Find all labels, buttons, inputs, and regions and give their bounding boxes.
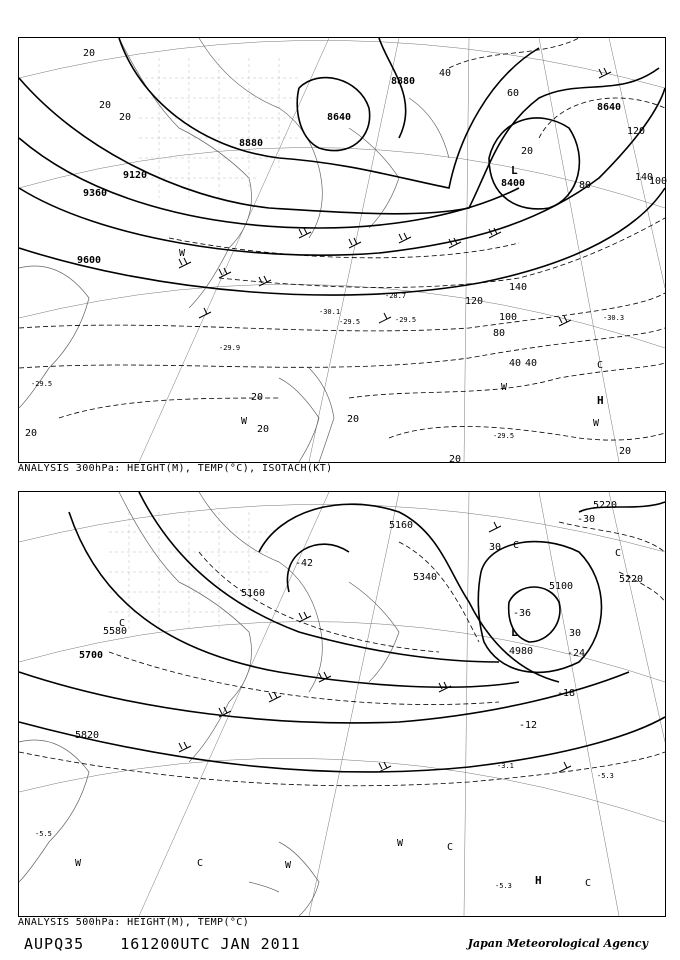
wind-markers (179, 248, 603, 429)
isotach-label: 40 (525, 358, 538, 369)
height-contours (19, 38, 668, 295)
temp-label: -5.3 (597, 772, 614, 780)
height-label: 9600 (77, 255, 102, 266)
analysis-500hpa-map (18, 491, 666, 917)
temp-small-labels (35, 762, 614, 890)
height-label: 5820 (75, 730, 100, 741)
isotach-label: 120 (465, 296, 484, 307)
height-label: 9120 (123, 170, 148, 181)
height-label: 8880 (391, 76, 416, 87)
isotach-label: 20 (521, 146, 534, 157)
isotach-label: 20 (619, 446, 632, 457)
temp-label: -29.5 (31, 380, 53, 388)
isotach-label: 20 (251, 392, 264, 403)
isotach-label: 120 (627, 126, 646, 137)
isotach-label: 100 (499, 312, 518, 323)
height-label: 8880 (239, 138, 264, 149)
map-300hpa-svg (19, 38, 668, 465)
height-label: 4980 (509, 646, 534, 657)
height-label: 5160 (241, 588, 266, 599)
height-label: 8640 (597, 102, 622, 113)
temp-label: -18 (557, 688, 576, 699)
wind-marker: W (593, 418, 600, 429)
low-center: L (511, 164, 518, 177)
height-label: 5340 (413, 572, 438, 583)
temp-label: 30 (569, 628, 582, 639)
wind-marker: W (501, 382, 508, 393)
wind-marker: C (447, 842, 454, 853)
temp-label: -29.5 (339, 318, 361, 326)
isotach-label: 20 (119, 112, 132, 123)
temp-label: -36 (513, 608, 532, 619)
height-label: 9360 (83, 188, 108, 199)
temp-label: -5.3 (495, 882, 512, 890)
isotach-label: 80 (579, 180, 592, 191)
temp-label: -29.5 (395, 316, 417, 324)
agency-credit: Japan Meteorological Agency (467, 937, 648, 950)
temp-label: -12 (519, 720, 538, 731)
temp-label: -30.1 (319, 308, 341, 316)
wind-marker: W (75, 858, 82, 869)
isotach-label: 20 (83, 48, 96, 59)
isotach-label: 20 (347, 414, 360, 425)
high-center: H (597, 394, 604, 407)
temp-label: -30 (577, 514, 596, 525)
map-500hpa-svg (19, 492, 665, 916)
temp-label: -42 (295, 558, 314, 569)
graticule (19, 38, 668, 462)
height-label: 5700 (79, 650, 104, 661)
caption-300hpa: ANALYSIS 300hPa: HEIGHT(M), TEMP(°C), ISOTACH(KT) (18, 463, 333, 474)
height-labels (79, 650, 103, 661)
hatched-region (109, 512, 269, 632)
wind-marker: W (285, 860, 292, 871)
isotach-label: 140 (509, 282, 528, 293)
isotach-label: 40 (439, 68, 452, 79)
wind-marker: C (197, 858, 204, 869)
isotach-label: 20 (257, 424, 270, 435)
chart-footer-code (24, 935, 327, 953)
height-label: 5220 (619, 574, 644, 585)
wind-marker: C (119, 618, 126, 629)
low-center: L (511, 626, 518, 639)
temp-label: -29.5 (493, 432, 515, 440)
high-center: H (535, 874, 542, 887)
height-label: 5160 (389, 520, 414, 531)
isotach-label: 20 (99, 100, 112, 111)
isotach-label: 20 (25, 428, 38, 439)
height-label: 8640 (327, 112, 352, 123)
isotach-label: 140 (635, 172, 654, 183)
hatched-region (139, 58, 299, 198)
height-label: 5100 (549, 581, 574, 592)
wind-marker: C (597, 360, 604, 371)
chart-code: AUPQ35 (24, 935, 85, 953)
wind-marker: W (241, 416, 248, 427)
isotach-label: 40 (509, 358, 522, 369)
wind-marker: W (397, 838, 404, 849)
temp-label: 30 (489, 542, 502, 553)
analysis-300hpa-map (18, 37, 666, 463)
temp-label: -28.7 (385, 292, 407, 300)
isotach-label: 20 (449, 454, 462, 465)
temp-label: -5.5 (35, 830, 52, 838)
isotach-label: 100 (649, 176, 668, 187)
temp-label: -24 (567, 648, 586, 659)
height-label: 8400 (501, 178, 526, 189)
caption-500hpa: ANALYSIS 500hPa: HEIGHT(M), TEMP(°C) (18, 917, 250, 928)
isotach-contours (19, 38, 668, 440)
wind-marker: W (179, 248, 186, 259)
analysis-datetime: 161200UTC JAN 2011 (120, 935, 301, 953)
wind-markers (75, 540, 621, 889)
wind-marker: C (615, 548, 622, 559)
graticule (19, 492, 665, 916)
wind-marker: C (513, 540, 520, 551)
isotach-label: 60 (507, 88, 520, 99)
coastlines (19, 492, 399, 916)
wind-marker: C (585, 878, 592, 889)
temp-label: -3.1 (497, 762, 514, 770)
temp-label: -29.9 (219, 344, 241, 352)
height-label: 5220 (593, 500, 618, 511)
isotach-label: 80 (493, 328, 506, 339)
temp-label: -30.3 (603, 314, 625, 322)
height-label: 5580 (103, 626, 128, 637)
